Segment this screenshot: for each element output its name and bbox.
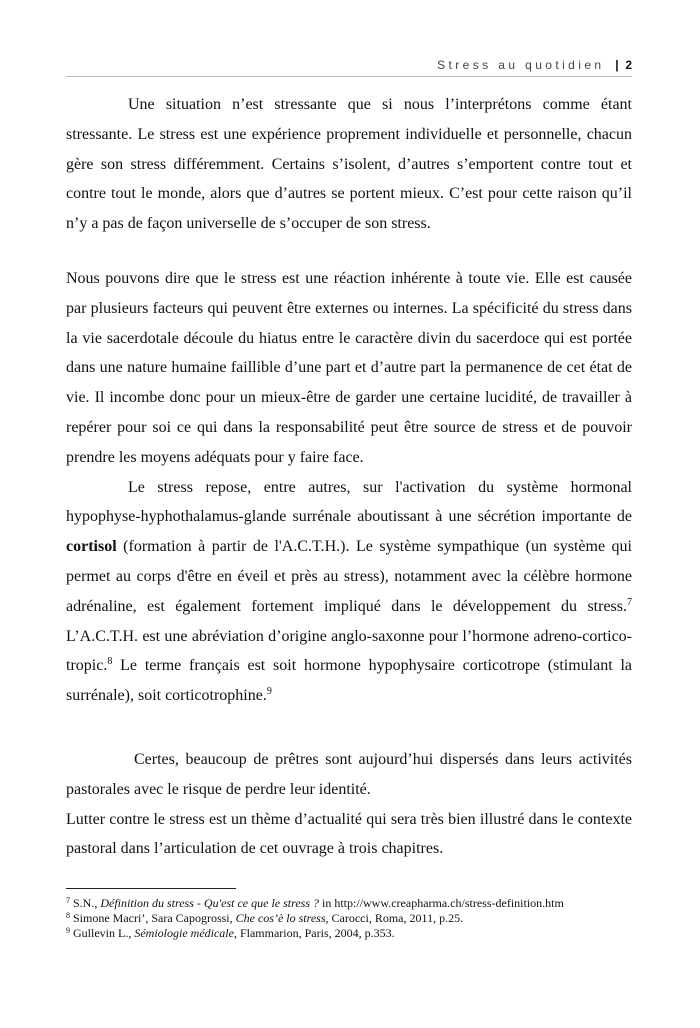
footnotes (66, 896, 632, 941)
footnote-ref-8[interactable]: 8 (107, 656, 113, 668)
footnote-source: , Flammarion, Paris, 2004, p.353. (233, 926, 395, 940)
footnote-title: Sémiologie médicale (134, 926, 234, 940)
paragraph-gap (66, 711, 632, 745)
cortisol-term: cortisol (66, 538, 117, 556)
main-text (66, 90, 632, 864)
paragraph-3-d: Le terme français est soit hormone hypophysaire corticotrope (stimulant la surrénale), soit corticotrophine. (66, 657, 632, 705)
footnote-number: 8 (66, 911, 70, 920)
footnote-source[interactable]: in http://www.creapharma.ch/stress-definition.htm (319, 896, 564, 910)
footnote-number: 7 (66, 896, 70, 905)
footnote-title: Définition du stress - Qu'est ce que le stress ? (100, 896, 319, 910)
footnote-source: , Carocci, Roma, 2011, p.25. (325, 911, 464, 925)
header-title: Stress au quotidien (437, 58, 605, 72)
paragraph-3 (66, 473, 632, 711)
paragraph-gap (66, 239, 632, 264)
paragraph-3-c: L’A.C.T.H. est une abréviation d’origine anglo-saxonne pour l’hormone adreno-cortico-tropic. (66, 627, 632, 675)
page-number: 2 (625, 58, 632, 72)
paragraph-4: Certes, beaucoup de prêtres sont aujourd’hui dispersés dans leurs activités pastorales avec le risque de perdre leur identité. (66, 750, 632, 798)
paragraph-3-a: Le stress repose, entre autres, sur l'activation du système hormonal hypophyse-hyphothalamus-glande surrénale aboutissant à une sécrétion importante de (66, 478, 632, 526)
footnote-separator (66, 888, 236, 889)
header-rule (66, 76, 632, 77)
header-separator: | (615, 58, 619, 72)
running-header (66, 58, 632, 72)
footnote-8 (66, 911, 632, 926)
paragraph-5: Lutter contre le stress est un thème d’actualité qui sera très bien illustré dans le contexte pastoral dans l’articulation de cet ouvrage à trois chapitres. (66, 810, 632, 858)
footnote-9 (66, 926, 632, 941)
footnote-text: Gullevin L., (73, 926, 135, 940)
footnote-title: Che cos’è lo stress (235, 911, 326, 925)
footnote-number: 9 (66, 926, 70, 935)
paragraph-2: Nous pouvons dire que le stress est une réaction inhérente à toute vie. Elle est causée par plusieurs facteurs qui peuvent être externes ou internes. La spécificité du stress dans la vie sacerdotale découle du hiatus entre le caractère divin du sacerdoce qui est portée dans une nature humaine faillible d’une part et d’autre part la permanence de cet état de vie. Il incombe donc pour un mieux-être de garder une certaine lucidité, de travailler à repérer pour soi ce qui dans la responsabilité peut être source de stress et de pouvoir prendre les moyens adéquats pour y faire face. (66, 269, 632, 466)
paragraph-1: Une situation n’est stressante que si nous l’interprétons comme étant stressante. Le stress est une expérience proprement individuelle et personnelle, chacun gère son stress différemment. Certains s’isolent, d’autres s’emportent contre tout et contre tout le monde, alors que d’autres se portent mieux. C’est pour cette raison qu’il n’y a pas de façon universelle de s’occuper de son stress. (66, 96, 632, 233)
footnote-text: S.N., (73, 896, 101, 910)
footnote-ref-9[interactable]: 9 (266, 686, 272, 698)
paragraph-3-b: (formation à partir de l'A.C.T.H.). Le système sympathique (un système qui permet au corps d'être en éveil et près au stress), notamment avec la célèbre hormone adrénaline, est également fortement impliqué dans le développement du stress. (66, 538, 632, 615)
footnote-ref-7[interactable]: 7 (627, 596, 632, 608)
footnote-7 (66, 896, 632, 911)
footnote-text: Simone Macri’, Sara Capogrossi, (73, 911, 236, 925)
